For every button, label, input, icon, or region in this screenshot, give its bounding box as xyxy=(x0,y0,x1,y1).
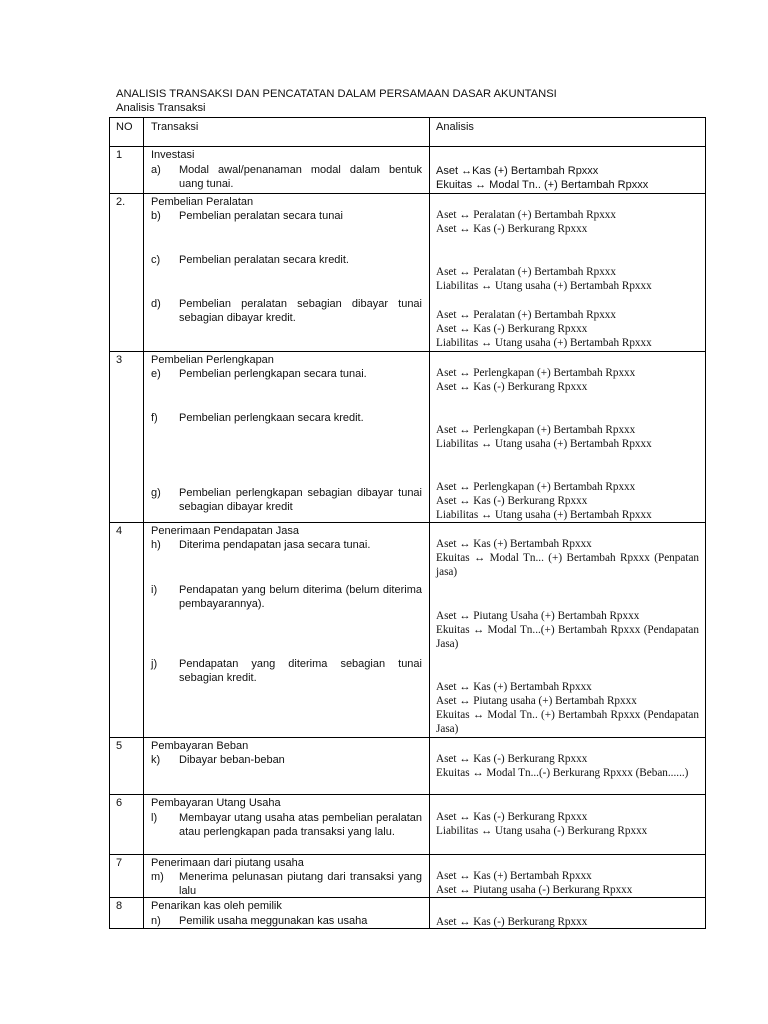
analysis-line: Aset ↔ Kas (+) Bertambah Rpxxx xyxy=(436,870,592,882)
row-number: 7 xyxy=(116,857,123,869)
item-letter: e) xyxy=(151,368,161,380)
analysis-line: Aset ↔ Kas (-) Berkurang Rpxxx xyxy=(436,811,588,823)
row-divider xyxy=(109,854,706,855)
analysis-line: Aset ↔ Peralatan (+) Bertambah Rpxxx xyxy=(436,309,616,321)
row-number: 6 xyxy=(116,797,123,809)
analysis-line: Aset ↔ Perlengkapan (+) Bertambah Rpxxx xyxy=(436,424,636,436)
row-number: 8 xyxy=(116,900,123,912)
item-text: Pendapatan yang belum diterima (belum diterima pembayarannya). xyxy=(179,584,422,610)
item-text: Modal awal/penanaman modal dalam bentuk uang tunai. xyxy=(179,164,422,190)
header-analisis: Analisis xyxy=(436,121,474,133)
analysis-line: Liabilitas ↔ Utang usaha (+) Bertambah Rpxxx xyxy=(436,280,652,292)
item-text: Pembelian peralatan sebagian dibayar tunai sebagian dibayar kredit. xyxy=(179,298,422,324)
row-heading: Pembelian Peralatan xyxy=(151,196,254,208)
row-heading: Penerimaan Pendapatan Jasa xyxy=(151,525,299,537)
item-letter: l) xyxy=(151,812,158,824)
item-text: Pendapatan yang diterima sebagian tunai sebagian kredit. xyxy=(179,658,422,684)
item-text: Diterima pendapatan jasa secara tunai. xyxy=(179,539,371,551)
header-transaksi: Transaksi xyxy=(151,121,199,133)
analysis-line: Aset ↔ Piutang usaha (+) Bertambah Rpxxx xyxy=(436,695,637,707)
row-divider xyxy=(109,351,706,352)
analysis-line: Ekuitas ↔ Modal Tn.. (+) Bertambah Rpxxx (Pendapatan Jasa) xyxy=(436,709,699,736)
item-letter: m) xyxy=(151,871,164,883)
item-letter: k) xyxy=(151,754,161,766)
column-divider xyxy=(429,117,430,929)
analysis-line: Ekuitas ↔ Modal Tn...(-) Berkurang Rpxxx (Beban......) xyxy=(436,767,689,779)
item-letter: g) xyxy=(151,487,161,499)
item-letter: n) xyxy=(151,915,161,927)
analysis-line: Aset ↔ Kas (-) Berkurang Rpxxx xyxy=(436,323,588,335)
analysis-line: Liabilitas ↔ Utang usaha (+) Bertambah Rpxxx xyxy=(436,337,652,349)
row-number: 2. xyxy=(116,196,126,208)
analysis-line: Liabilitas ↔ Utang usaha (+) Bertambah Rpxxx xyxy=(436,509,652,521)
item-letter: j) xyxy=(151,658,158,670)
item-letter: f) xyxy=(151,412,158,424)
row-number: 3 xyxy=(116,354,123,366)
header-no: NO xyxy=(116,121,133,133)
analysis-line: Aset ↔ Kas (-) Berkurang Rpxxx xyxy=(436,223,588,235)
row-number: 1 xyxy=(116,149,123,161)
analysis-line: Aset ↔Kas (+) Bertambah Rpxxx xyxy=(436,165,599,177)
analysis-line: Liabilitas ↔ Utang usaha (+) Bertambah Rpxxx xyxy=(436,438,652,450)
analysis-line: Aset ↔ Kas (-) Berkurang Rpxxx xyxy=(436,381,588,393)
analysis-line: Aset ↔ Kas (+) Bertambah Rpxxx xyxy=(436,538,592,550)
analysis-line: Aset ↔ Perlengkapan (+) Bertambah Rpxxx xyxy=(436,367,636,379)
row-heading: Penerimaan dari piutang usaha xyxy=(151,857,304,869)
item-text: Pembelian peralatan secara tunai xyxy=(179,210,343,222)
analysis-line: Ekuitas ↔ Modal Tn... (+) Bertambah Rpxxx (Penpatan jasa) xyxy=(436,552,699,579)
item-letter: d) xyxy=(151,298,161,310)
row-divider xyxy=(109,737,706,738)
column-divider xyxy=(143,117,144,929)
item-text: Pembelian perlengkapan secara tunai. xyxy=(179,368,367,380)
row-divider xyxy=(109,146,706,147)
document-subtitle: Analisis Transaksi xyxy=(116,102,206,114)
item-text: Pembelian perlengkapan sebagian dibayar tunai sebagian dibayar kredit xyxy=(179,487,422,513)
analysis-line: Aset ↔ Perlengkapan (+) Bertambah Rpxxx xyxy=(436,481,636,493)
item-text: Membayar utang usaha atas pembelian peralatan atau perlengkapan pada transaksi yang lalu. xyxy=(179,812,422,838)
row-heading: Pembayaran Beban xyxy=(151,740,249,752)
item-text: Pembelian perlengkaan secara kredit. xyxy=(179,412,364,424)
row-heading: Pembelian Perlengkapan xyxy=(151,354,274,366)
analysis-line: Aset ↔ Piutang usaha (-) Berkurang Rpxxx xyxy=(436,884,633,896)
analysis-line: Ekuitas ↔ Modal Tn.. (+) Bertambah Rpxxx xyxy=(436,179,649,191)
analysis-line: Aset ↔ Piutang Usaha (+) Bertambah Rpxxx xyxy=(436,610,640,622)
row-number: 4 xyxy=(116,525,123,537)
item-letter: b) xyxy=(151,210,161,222)
row-heading: Penarikan kas oleh pemilik xyxy=(151,900,282,912)
item-letter: h) xyxy=(151,539,161,551)
row-divider xyxy=(109,794,706,795)
analysis-line: Liabilitas ↔ Utang usaha (-) Berkurang Rpxxx xyxy=(436,825,648,837)
analysis-line: Aset ↔ Peralatan (+) Bertambah Rpxxx xyxy=(436,266,616,278)
row-number: 5 xyxy=(116,740,123,752)
row-heading: Pembayaran Utang Usaha xyxy=(151,797,281,809)
row-heading: Investasi xyxy=(151,149,195,161)
item-letter: a) xyxy=(151,164,161,176)
item-text: Pemilik usaha meggunakan kas usaha xyxy=(179,915,368,927)
item-text: Pembelian peralatan secara kredit. xyxy=(179,254,349,266)
document-title: ANALISIS TRANSAKSI DAN PENCATATAN DALAM PERSAMAAN DASAR AKUNTANSI xyxy=(116,88,557,100)
analysis-line: Aset ↔ Kas (+) Bertambah Rpxxx xyxy=(436,681,592,693)
item-letter: c) xyxy=(151,254,161,266)
analysis-line: Aset ↔ Kas (-) Berkurang Rpxxx xyxy=(436,753,588,765)
analysis-line: Ekuitas ↔ Modal Tn...(+) Bertambah Rpxxx (Pendapatan Jasa) xyxy=(436,624,699,651)
analysis-line: Aset ↔ Peralatan (+) Bertambah Rpxxx xyxy=(436,209,616,221)
item-text: Dibayar beban-beban xyxy=(179,754,285,766)
analysis-line: Aset ↔ Kas (-) Berkurang Rpxxx xyxy=(436,916,588,928)
item-letter: i) xyxy=(151,584,158,596)
row-divider xyxy=(109,193,706,194)
item-text: Menerima pelunasan piutang dari transaksi yang lalu xyxy=(179,871,422,897)
analysis-line: Aset ↔ Kas (-) Berkurang Rpxxx xyxy=(436,495,588,507)
